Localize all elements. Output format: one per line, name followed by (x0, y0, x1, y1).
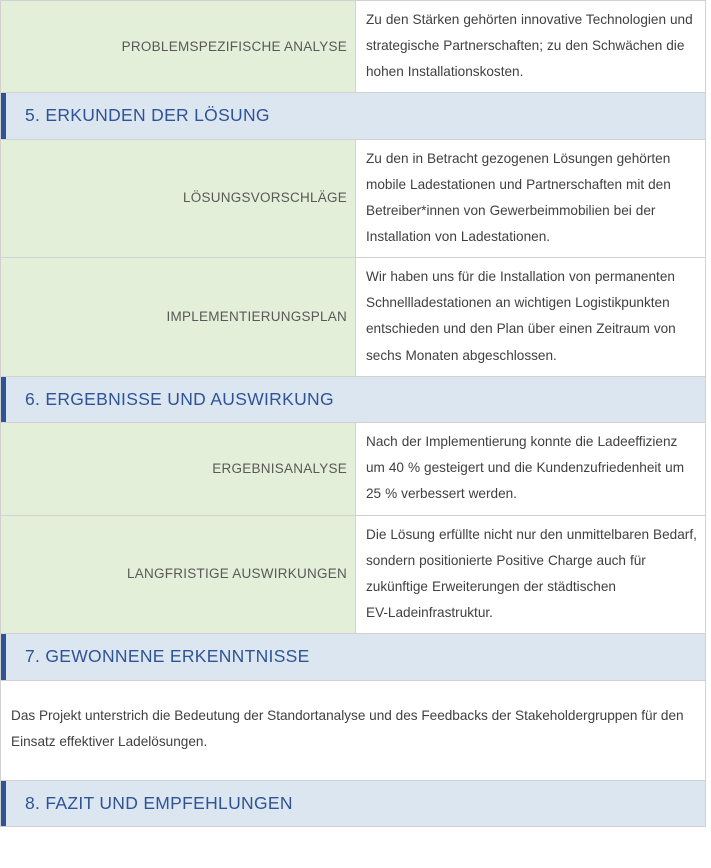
row-label-problemspezifische-analyse: PROBLEMSPEZIFISCHE ANALYSE (1, 1, 356, 93)
section-header-row-5 (1, 93, 706, 140)
row-body-ergebnisanalyse: Nach der Implementierung konnte die Ladeeffizienz um 40 % gesteigert und die Kundenzufriedenheit um 25 % verbessert werden. (356, 423, 706, 515)
section-band-5 (1, 93, 705, 139)
row-body-line-1: Die Lösung erfüllte nicht nur den unmittelbaren Bedarf, sondern positionierte Positive Charge auch für zukünftige Erweiterungen der städtischen (366, 526, 697, 594)
row-label-ergebnisanalyse: ERGEBNISANALYSE (1, 423, 356, 515)
section-title-6: 6. ERGEBNISSE UND AUSWIRKUNG (25, 388, 334, 409)
paragraph-row-gewonnene-erkenntnisse (1, 680, 706, 780)
section-header-row-8 (1, 780, 706, 827)
table-row (1, 423, 706, 515)
section-title-8: 8. FAZIT UND EMPFEHLUNGEN (25, 792, 293, 813)
table-row (1, 1, 706, 93)
section-header-row-6 (1, 376, 706, 423)
paragraph-text: Das Projekt unterstrich die Bedeutung der Standortanalyse und des Feedbacks der Stakeholdergruppen für den Einsatz effektiver Ladelösungen. (11, 707, 684, 750)
section-title-5: 5. ERKUNDEN DER LÖSUNG (25, 105, 270, 126)
section-header-cell-7 (1, 633, 706, 680)
row-body-loesungsvorschlaege: Zu den in Betracht gezogenen Lösungen gehörten mobile Ladestationen und Partnerschaften mit den Betreiber*innen von Gewerbeimmobilien bei der Installation von Ladestationen. (356, 139, 706, 257)
row-label-langfristige-auswirkungen: LANGFRISTIGE AUSWIRKUNGEN (1, 515, 356, 633)
table-row (1, 139, 706, 257)
section-band-6 (1, 377, 705, 423)
section-header-cell-6 (1, 376, 706, 423)
table-row (1, 515, 706, 633)
section-header-cell-5 (1, 93, 706, 140)
table-row (1, 258, 706, 376)
table-body (1, 1, 706, 827)
section-title-7: 7. GEWONNENE ERKENNTNISSE (25, 645, 310, 666)
section-accent-bar-icon (1, 377, 6, 423)
section-header-row-7 (1, 633, 706, 680)
section-accent-bar-icon (1, 634, 6, 680)
section-band-8 (1, 781, 705, 827)
section-accent-bar-icon (1, 781, 6, 827)
paragraph-cell (1, 680, 706, 780)
row-body-langfristige-auswirkungen (356, 515, 706, 633)
row-body-problemspezifische-analyse: Zu den Stärken gehörten innovative Technologien und strategische Partnerschaften; zu den Schwächen die hohen Installationskosten. (356, 1, 706, 93)
row-label-implementierungsplan: IMPLEMENTIERUNGSPLAN (1, 258, 356, 376)
section-band-7 (1, 634, 705, 680)
row-label-loesungsvorschlaege: LÖSUNGSVORSCHLÄGE (1, 139, 356, 257)
row-body-line-2: EV-Ladeinfrastruktur. (366, 604, 493, 620)
section-accent-bar-icon (1, 93, 6, 139)
row-body-implementierungsplan: Wir haben uns für die Installation von permanenten Schnellladestationen an wichtigen Logistikpunkten entschieden und den Plan über einen Zeitraum von sechs Monaten abgeschlossen. (356, 258, 706, 376)
section-header-cell-8 (1, 780, 706, 827)
